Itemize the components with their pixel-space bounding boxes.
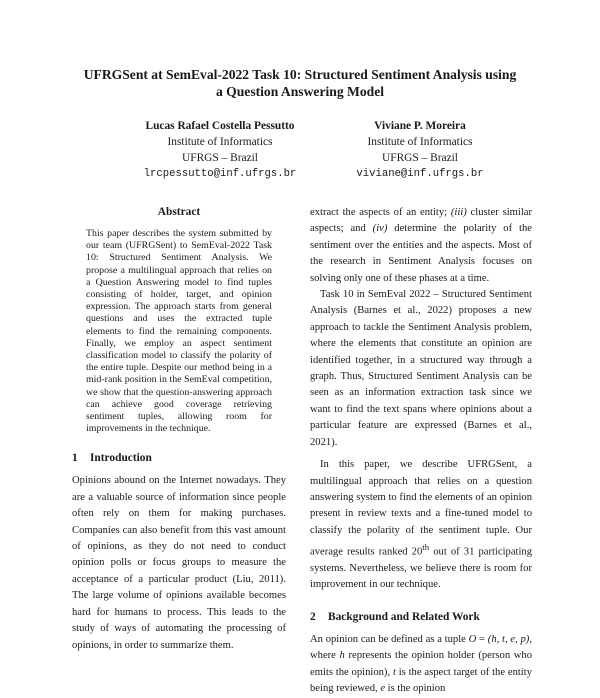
right-paragraph-3: In this paper, we describe UFRGSent, a multilingual approach that relies on a question answering system to find the elements of an opinion present in review texts and a fine-tuned model to classify the polarity of the sentiment tuple. Our average results ranked 20th out of 31 participating systems. Nevertheless, we believe there is room for improvement in our technique. — [310, 459, 533, 591]
author-email[interactable]: lrcpessutto@inf.ufrgs.br — [143, 168, 297, 180]
author-name: Lucas Rafael Costella Pessutto — [145, 120, 295, 132]
author-name: Viviane P. Moreira — [374, 120, 466, 132]
author-block-2 — [330, 118, 510, 182]
title-line-2: a Question Answering Model — [215, 84, 385, 99]
section-number: 1 — [72, 452, 78, 465]
author-location: UFRGS – Brazil — [382, 152, 458, 164]
title-line-1: UFRGSent at SemEval-2022 Task 10: Structured Sentiment Analysis using — [83, 67, 517, 82]
background-paragraph-1: An opinion can be defined as a tuple O = (h, t, e, p), where h represents the opinion holder (person who emits the opinion), t is the aspect target of the entity being reviewed, e is the opinion — [310, 633, 533, 695]
paper-title — [60, 66, 540, 100]
section-heading-background — [310, 610, 532, 625]
author-affiliation: Institute of Informatics — [367, 136, 473, 148]
abstract-body: This paper describes the system submitted by our team (UFRGSent) to SemEval-2022 Task 10: Structured Sentiment Analysis. We propose a multilingual approach that relies on a Question Answering model to find tuples consisting of holder, target, and opinion expression. The approach starts from general questions and uses the extracted tuple elements to find the remaining components. Finally, we employ an aspect sentiment classification model to classify the polarity of the entire tuple. Despite our method being in a mid-rank position in the SemEval competition, we show that the question-answering approach can achieve good coverage retrieving sentiment tuples, allowing room for improvements in the technique. — [86, 228, 272, 435]
author-block-1 — [100, 118, 340, 182]
right-paragraph-1: extract the aspects of an entity; (iii) cluster similar aspects; and (iv) determine the polarity of the sentiment over the entities and the aspects. Most of the research in Sentiment Analysis focuses on solving only one of these phases at a time. — [310, 207, 532, 284]
section-number: 2 — [310, 610, 316, 623]
section-heading-introduction — [72, 451, 286, 466]
section-title: Background and Related Work — [328, 610, 480, 623]
section-title: Introduction — [90, 452, 152, 465]
left-column — [72, 205, 286, 654]
author-affiliation: Institute of Informatics — [167, 136, 273, 148]
intro-paragraph-1: Opinions abound on the Internet nowadays. They are a valuable source of information since people often rely on them for making purchases. Companies can also benefit from this vast amount of opinions, as they do not need to conduct opinion polls or focus groups to measure the acceptance of a particular product (Liu, 2011). The large volume of opinions available becomes hard for humans to process. This leads to the study of ways of automating the processing of opinions, in order to summarize them. — [72, 475, 286, 651]
right-paragraph-2: Task 10 in SemEval 2022 – Structured Sentiment Analysis (Barnes et al., 2022) proposes a new approach to tackle the Sentiment Analysis problem, where the elements that constitute an opinion are identified together, in a structured way through a graph. Thus, Structured Sentiment Analysis can be seen as an information extraction task since we want to find the text spans where opinions about a particular feature are expressed (Barnes et al., 2021). — [310, 289, 532, 448]
author-location: UFRGS – Brazil — [182, 152, 258, 164]
abstract-heading: Abstract — [157, 206, 201, 218]
author-email[interactable]: viviane@inf.ufrgs.br — [356, 168, 484, 180]
right-column — [310, 205, 532, 698]
